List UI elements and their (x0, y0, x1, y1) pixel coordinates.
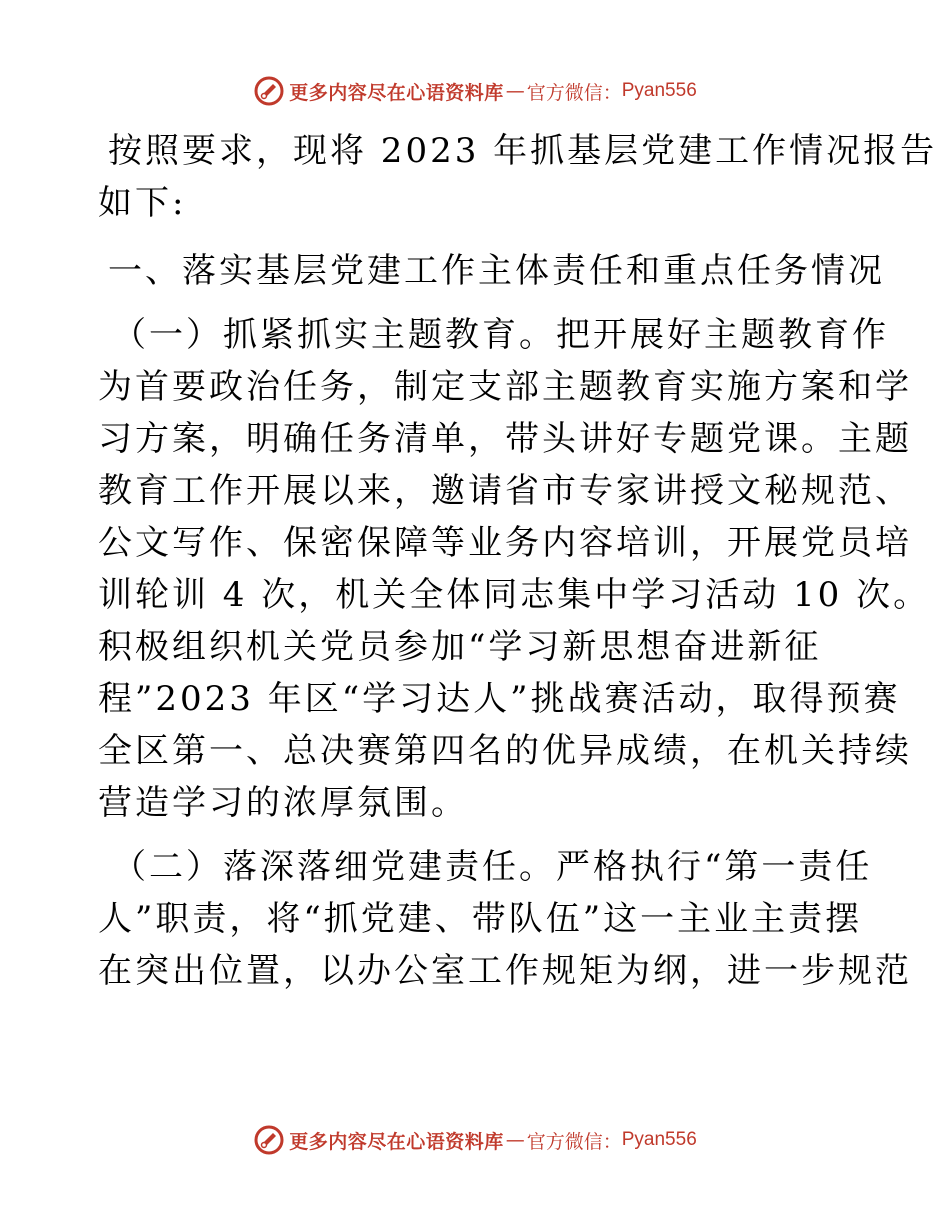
watermark-wechat-id: Pyan556 (621, 1129, 697, 1150)
footer-watermark (0, 1120, 950, 1160)
text-line: 在突出位置，以办公室工作规矩为纲，进一步规范 (98, 951, 912, 991)
watermark-wechat-label: 官方微信： (526, 1130, 622, 1153)
document-body (98, 125, 938, 997)
text-line: （一）抓紧抓实主题教育。把开展好主题教育作 (112, 315, 889, 355)
text-line: 按照要求，现将 2023 年抓基层党建工作情况报告 (108, 131, 938, 171)
watermark-separator: — (505, 1129, 525, 1151)
heading-line: 一、落实基层党建工作主体责任和重点任务情况 (108, 251, 885, 291)
text-line: 全区第一、总决赛第四名的优异成绩，在机关持续 (98, 731, 912, 771)
intro-paragraph (98, 125, 938, 229)
text-line: 教育工作开展以来，邀请省市专家讲授文秘规范、 (98, 471, 912, 511)
watermark-wechat-id: Pyan556 (621, 80, 697, 101)
text-line: 程”2023 年区“学习达人”挑战赛活动，取得预赛 (98, 679, 901, 719)
text-line: 积极组织机关党员参加“学习新思想奋进新征 (98, 627, 822, 667)
text-line: 人”职责，将“抓党建、带队伍”这一主业主责摆 (98, 899, 863, 939)
watermark-wechat-label: 官方微信： (526, 81, 622, 104)
logo-icon (253, 75, 285, 107)
text-line: 习方案，明确任务清单，带头讲好专题党课。主题 (98, 419, 912, 459)
watermark-title: 更多内容尽在心语资料库 (289, 1130, 504, 1153)
text-line: 营造学习的浓厚氛围。 (98, 783, 468, 823)
text-line: （二）落深落细党建责任。严格执行“第一责任 (112, 847, 873, 887)
watermark-title: 更多内容尽在心语资料库 (289, 81, 504, 104)
text-line: 为首要政治任务，制定支部主题教育实施方案和学 (98, 367, 912, 407)
text-line: 训轮训 4 次，机关全体同志集中学习活动 10 次。 (98, 575, 931, 615)
logo-icon (253, 1124, 285, 1156)
section-2-paragraph (98, 841, 912, 997)
section-1-paragraph (98, 309, 931, 829)
watermark-separator: — (505, 80, 525, 102)
header-watermark (0, 71, 950, 111)
section-heading (98, 245, 885, 297)
text-line: 公文写作、保密保障等业务内容培训，开展党员培 (98, 523, 912, 563)
text-line: 如下: (98, 183, 187, 223)
